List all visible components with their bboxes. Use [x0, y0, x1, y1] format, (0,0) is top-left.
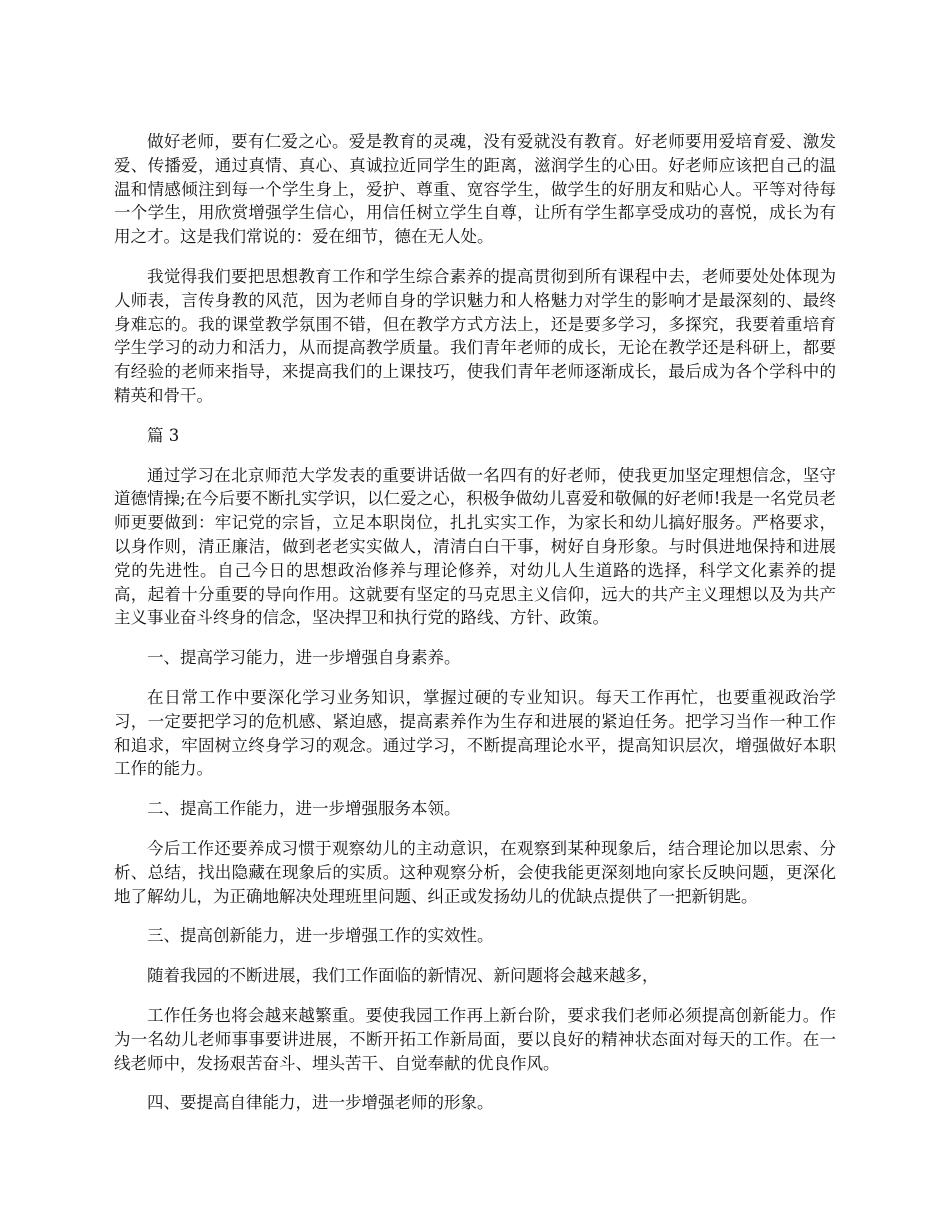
paragraph-3: 通过学习在北京师范大学发表的重要讲话做一名四有的好老师，使我更加坚定理想信念，坚守道德情操;在今后要不断扎实学识，以仁爱之心，积极争做幼儿喜爱和敬佩的好老师!我是一名党员老师更要做到：牢记党的宗旨，立足本职岗位，扎扎实实工作，为家长和幼儿搞好服务。严格要求，以身作则，清正廉洁，做到老老实实做人，清清白白干事，树好自身形象。与时俱进地保持和进展党的先进性。自己今日的思想政治修养与理论修养，对幼儿人生道路的选择，科学文化素养的提高，起着十分重要的导向作用。这就要有坚定的马克思主义信仰，远大的共产主义理想以及为共产主义事业奋斗终身的信念，坚决捍卫和执行党的路线、方针、政策。 [114, 465, 836, 628]
paragraph-5: 今后工作还要养成习惯于观察幼儿的主动意识，在观察到某种现象后，结合理论加以思索、分析、总结，找出隐藏在现象后的实质。这种观察分析，会使我能更深刻地向家长反映问题，更深化地了解幼儿，为正确地解决处理班里问题、纠正或发扬幼儿的优缺点提供了一把新钥匙。 [114, 838, 836, 906]
heading-learning-ability: 一、提高学习能力，进一步增强自身素养。 [147, 648, 461, 668]
paragraph-2: 我觉得我们要把思想教育工作和学生综合素养的提高贯彻到所有课程中去，老师要处处体现为人师表，言传身教的风范，因为老师自身的学识魅力和人格魅力对学生的影响才是最深刻的、最终身难忘的。我的课堂教学氛围不错，但在教学方式方法上，还是要多学习，多探究，我要着重培育学生学习的动力和活力，从而提高教学质量。我们青年老师的成长，无论在教学还是科研上，都要有经验的老师来指导，来提高我们的上课技巧，使我们青年老师逐渐成长，最后成为各个学科中的精英和骨干。 [114, 266, 836, 405]
heading-innovation-ability: 三、提高创新能力，进一步增强工作的实效性。 [147, 926, 494, 946]
paragraph-6: 随着我园的不断进展，我们工作面临的新情况、新问题将会越来越多， [147, 966, 659, 986]
heading-work-ability: 二、提高工作能力，进一步增强服务本领。 [147, 799, 461, 819]
section-title-part-3: 篇 3 [147, 425, 180, 445]
heading-self-discipline: 四、要提高自律能力，进一步增强老师的形象。 [147, 1093, 494, 1113]
paragraph-4: 在日常工作中要深化学习业务知识，掌握过硬的专业知识。每天工作再忙，也要重视政治学习，一定要把学习的危机感、紧迫感，提高素养作为生存和进展的紧迫任务。把学习当作一种工作和追求，牢固树立终身学习的观念。通过学习，不断提高理论水平，提高知识层次，增强做好本职工作的能力。 [114, 687, 836, 779]
document-body [114, 130, 836, 1131]
paragraph-7: 工作任务也将会越来越繁重。要使我园工作再上新台阶，要求我们老师必须提高创新能力。作为一名幼儿老师事事要讲进展，不断开拓工作新局面，要以良好的精神状态面对每天的工作。在一线老师中，发扬艰苦奋斗、埋头苦干、自觉奉献的优良作风。 [114, 1005, 836, 1073]
paragraph-1: 做好老师，要有仁爱之心。爱是教育的灵魂，没有爱就没有教育。好老师要用爱培育爱、激发爱、传播爱，通过真情、真心、真诚拉近同学生的距离，滋润学生的心田。好老师应该把自己的温温和情感倾注到每一个学生身上，爱护、尊重、宽容学生，做学生的好朋友和贴心人。平等对待每一个学生，用欣赏增强学生信心，用信任树立学生自尊，让所有学生都享受成功的喜悦，成长为有用之才。这是我们常说的：爱在细节，德在无人处。 [114, 132, 836, 247]
